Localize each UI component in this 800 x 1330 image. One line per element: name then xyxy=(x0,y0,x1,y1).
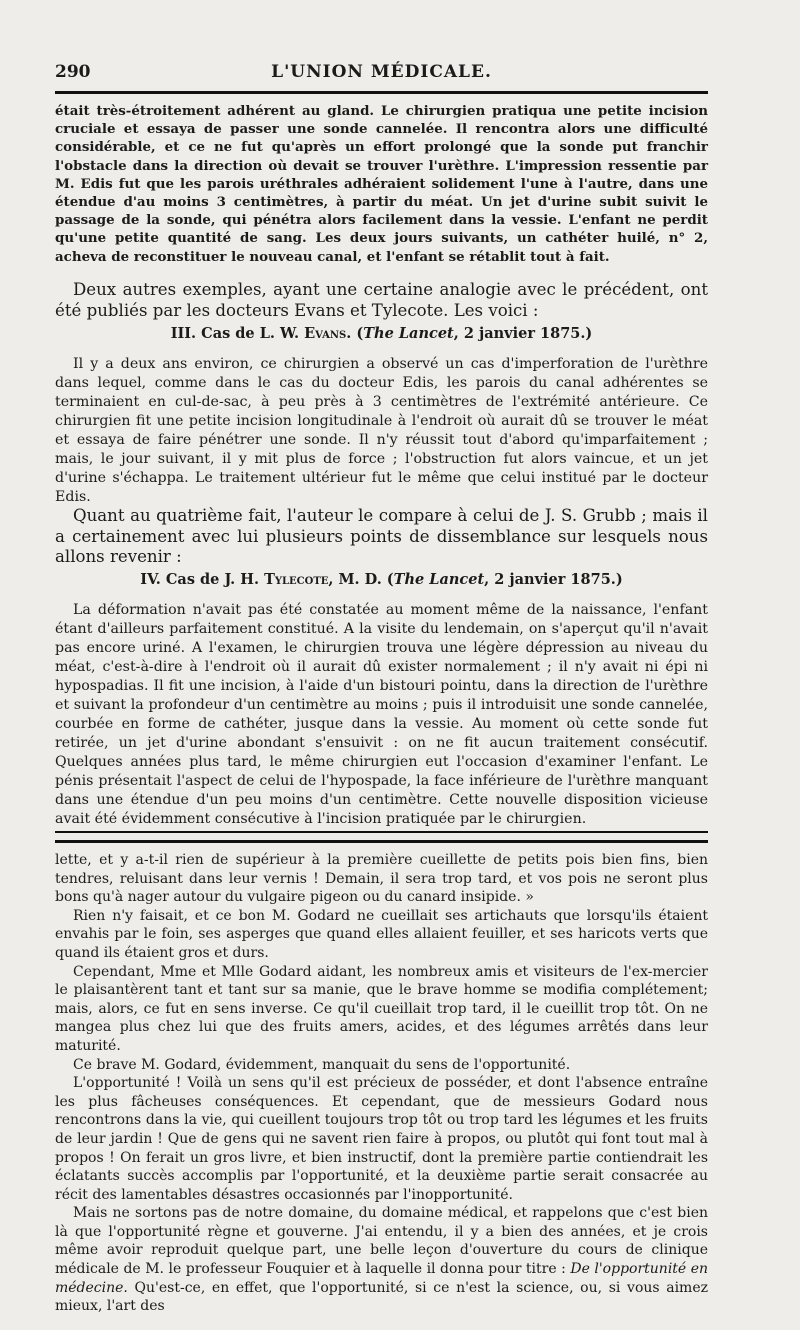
article-top-paragraph-2 xyxy=(55,280,708,321)
case-4-heading: IV. Cas de J. H. Tylecote, M. D. (The Lancet, 2 janvier 1875.) xyxy=(140,571,623,588)
page-number: 290 xyxy=(55,62,91,82)
article-paragraph: Deux autres exemples, ayant une certaine analogie avec le précédent, ont été publiés par les docteurs Evans et Tylecote. Les voici : xyxy=(55,280,708,320)
article-top-paragraph-5 xyxy=(55,601,708,829)
feuilleton-body xyxy=(55,851,708,1316)
page-header xyxy=(55,62,708,88)
feuilleton-paragraph: lette, et y a-t-il rien de supérieur à la première cueillette de petits pois bien fins, bien tendres, reluisant dans leur vernis ! Demain, il sera trop tard, et vos pois ne seront plus bons qu'à nager autour du vulgaire pigeon ou du canard insipide. » xyxy=(55,852,708,906)
case-3-heading-block xyxy=(55,324,708,344)
article-top-paragraph-1 xyxy=(55,102,708,266)
article-top-paragraph-4 xyxy=(55,506,708,568)
feuilleton-separator-thin xyxy=(55,831,708,833)
case-3-heading: III. Cas de L. W. Evans. (The Lancet, 2 janvier 1875.) xyxy=(170,325,593,342)
article-top-paragraph-3 xyxy=(55,355,708,507)
feuilleton-paragraph: L'opportunité ! Voilà un sens qu'il est précieux de posséder, et dont l'absence entraîne les plus fâcheuses conséquences. Et cependant, que de messieurs Godard nous rencontrons dans la vie, qui cueillent toujours trop tôt ou trop tard les légumes et les fruits de leur jardin ! Que de gens qui ne savent rien faire à propos, ou plutôt qui font tout mal à propos ! On ferait un gros livre, et bien instructif, dont la première partie contiendrait les éclatants succès accomplis par l'opportunité, et la deuxième partie serait consacrée au récit des lamentables désastres occasionnés par l'inopportunité. xyxy=(55,1075,708,1203)
article-paragraph: La déformation n'avait pas été constatée au moment même de la naissance, l'enfant étant d'ailleurs parfaitement constitué. A la visite du lendemain, on s'aperçut qu'il n'avait pas encore uriné. A l'examen, le chirurgien trouva une légère dépression au niveau du méat, c'est-à-dire à l'endroit où il aurait dû exister normalement ; il n'y avait ni épi ni hypospadias. Il fit une incision, à l'aide d'un bistouri pointu, dans la direction de l'urèthre et suivant la profondeur d'un centimètre au moins ; puis il introduisit une sonde cannelée, courbée en forme de cathéter, jusque dans la vessie. Au moment où cette sonde fut retirée, un jet d'urine abondant s'ensuivit : on ne fit aucun traitement consécutif. Quelques années plus tard, le même chirurgien eut l'occasion d'examiner l'enfant. Le pénis présentait l'aspect de celui de l'hypospade, la face inférieure de l'urèthre manquant dans une étendue d'un peu moins d'un centimètre. Cette nouvelle disposition vicieuse avait été évidemment consécutive à l'incision pratiquée par le chirurgien. xyxy=(55,602,708,827)
article-paragraph: Il y a deux ans environ, ce chirurgien a observé un cas d'imperforation de l'urèthre dans lequel, comme dans le cas du docteur Edis, les parois du canal adhérentes se terminaient en cul-de-sac, à peu près à 3 centimètres de l'extrémité antérieure. Ce chirurgien fit une petite incision longitudinale à l'endroit où aurait dû se trouver le méat et essaya de faire pénétrer une sonde. Il n'y réussit tout d'abord qu'imparfaitement ; mais, le jour suivant, il y mit plus de force ; l'obstruction fut alors vaincue, et un jet d'urine s'échappa. Le traitement ultérieur fut le même que celui institué par le docteur Edis. xyxy=(55,356,708,505)
case-4-heading-block xyxy=(55,570,708,590)
feuilleton-paragraph: Rien n'y faisait, et ce bon M. Godard ne cueillait ses artichauts que lorsqu'ils étaient envahis par le foin, ses asperges que quand elles allaient feuiller, et ses haricots verts que quand ils étaient gros et durs. xyxy=(55,907,708,961)
feuilleton-paragraph: Ce brave M. Godard, évidemment, manquait du sens de l'opportunité. xyxy=(73,1056,571,1073)
article-paragraph: Quant au quatrième fait, l'auteur le compare à celui de J. S. Grubb ; mais il a certainement avec lui plusieurs points de dissemblance sur lesquels nous allons revenir : xyxy=(55,506,708,566)
feuilleton-paragraph: Mais ne sortons pas de notre domaine, du domaine médical, et rappelons que c'est bien là que l'opportunité règne et gouverne. J'ai entendu, il y a bien des années, et je crois même avoir reproduit quelque part, une belle leçon d'ouverture du cours de clinique médicale de M. le professeur Fouquier et à laquelle il donna pour titre : De l'opportunité en médecine. Qu'est-ce, en effet, que l'opportunité, si ce n'est la science, ou, si vous aimez mieux, l'art des xyxy=(55,1205,709,1315)
header-rule xyxy=(55,91,708,94)
feuilleton-separator-thick xyxy=(55,840,708,843)
running-head: L'UNION MÉDICALE. xyxy=(271,62,492,82)
article-paragraph: était très-étroitement adhérent au gland. Le chirurgien pratiqua une petite incision cruciale et essaya de passer une sonde cannelée. Il rencontra alors une difficulté considérable, et ce ne fut qu'après un effort prolongé que la sonde put franchir l'obstacle dans la direction où devait se trouver l'urèthre. L'impression ressentie par M. Edis fut que les parois uréthrales adhéraient solidement l'une à l'autre, dans une étendue d'au moins 3 centimètres, à partir du méat. Un jet d'urine subit suivit le passage de la sonde, qui pénétra alors facilement dans la vessie. L'enfant ne perdit qu'une petite quantité de sang. Les deux jours suivants, un cathéter huilé, n° 2, acheva de reconstituer le nouveau canal, et l'enfant se rétablit tout à fait. xyxy=(55,103,708,265)
feuilleton-paragraph: Cependant, Mme et Mlle Godard aidant, les nombreux amis et visiteurs de l'ex-mercier le plaisantèrent tant et tant sur sa manie, que le brave homme se modifia complétement; mais, alors, ce fut en sens inverse. Ce qu'il cueillait trop tard, il le cueillit trop tôt. On ne mangea plus chez lui que des fruits amers, acides, et des légumes arrêtés dans leur maturité. xyxy=(55,963,708,1054)
